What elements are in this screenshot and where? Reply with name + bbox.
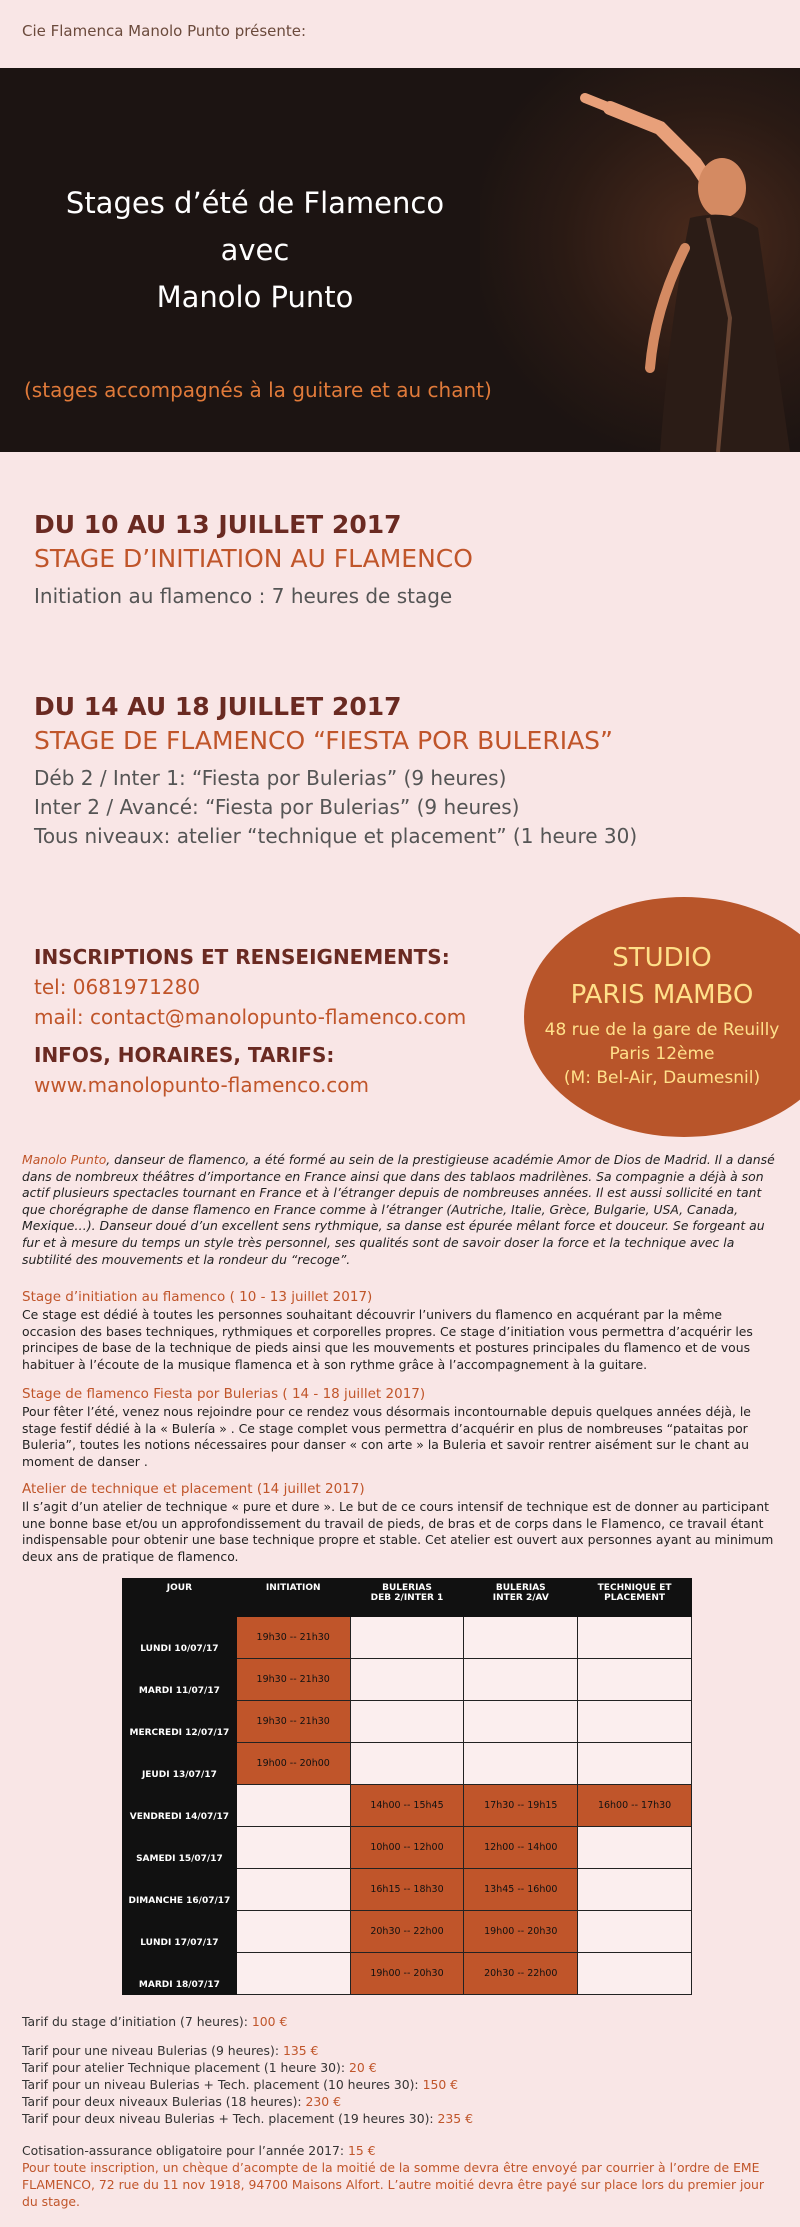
header-cell: INITIATION — [236, 1579, 350, 1617]
stage1-desc: Initiation au flamenco : 7 heures de stage — [34, 584, 453, 608]
studio-name: PARIS MAMBO — [570, 980, 754, 1010]
schedule-empty-cell — [578, 1827, 692, 1869]
tarif-label: Tarif pour deux niveau Bulerias + Tech. placement (19 heures 30): — [22, 2111, 438, 2126]
hero-title-line: avec — [220, 233, 290, 267]
schedule-time-cell: 20h30 -- 22h00 — [350, 1911, 464, 1953]
schedule-time-cell: 16h00 -- 17h30 — [578, 1785, 692, 1827]
schedule-row — [123, 1827, 692, 1869]
section-technique-text: Il s’agit d’un atelier de technique « pure et dure ». Le but de ce cours intensif de technique est de donner au participant une bonne base et/ou un approfondissement du travail de pieds, de bras et de corps dans le Flamenco, ce travail étant indispensable pour obtenir une base technique propre et stable. Cet atelier est ouvert aux personnes ayant au minimum deux ans de pratique de flamenco. — [22, 1499, 774, 1564]
bio-name: Manolo Punto — [22, 1152, 107, 1167]
header-cell: BULERIAS DEB 2/INTER 1 — [350, 1579, 464, 1617]
cotisation-value: 15 € — [347, 2143, 376, 2158]
bio-paragraph — [22, 1152, 780, 1268]
schedule-row — [123, 1743, 692, 1785]
schedule-time-cell: 16h15 -- 18h30 — [350, 1869, 464, 1911]
stage1-title: STAGE D’INITIATION AU FLAMENCO — [34, 544, 473, 573]
section-bulerias — [22, 1385, 780, 1470]
schedule-row — [123, 1869, 692, 1911]
stage1-block — [34, 508, 473, 611]
schedule-time-cell: 10h00 -- 12h00 — [350, 1827, 464, 1869]
website-link[interactable]: www.manolopunto-flamenco.com — [34, 1073, 370, 1097]
inscriptions-block — [34, 942, 466, 1100]
section-initiation-text: Ce stage est dédié à toutes les personnes souhaitant découvrir l’univers du flamenco en acquérant par la même occasion des bases techniques, rythmiques et corporelles propres. Ce stage d’initiation vous permettra d’acquérir les principes de base de la technique de pieds ainsi que les mouvements et postures principales du flamenco et de vous habituer à l’écoute de la musique flamenca et à son rythme grâce à l’accompagnement à la guitare. — [22, 1307, 753, 1372]
studio-metro: (M: Bel-Air, Daumesnil) — [563, 1068, 761, 1088]
schedule-empty-cell — [464, 1743, 578, 1785]
header-cell: BULERIAS INTER 2/AV — [464, 1579, 578, 1617]
schedule-table — [122, 1578, 692, 1995]
tarif-label: Tarif du stage d’initiation (7 heures): — [22, 2014, 252, 2029]
schedule-empty-cell — [578, 1743, 692, 1785]
tarif-value: 100 € — [251, 2014, 288, 2029]
hero-banner — [0, 68, 800, 452]
section-technique-title: Atelier de technique et placement (14 juillet 2017) — [22, 1481, 365, 1497]
schedule-day-cell: LUNDI 10/07/17 — [123, 1617, 237, 1659]
phone-link[interactable]: tel: 0681971280 — [34, 975, 201, 999]
schedule-day-cell: JEUDI 13/07/17 — [123, 1743, 237, 1785]
schedule-time-cell: 12h00 -- 14h00 — [464, 1827, 578, 1869]
schedule-row — [123, 1617, 692, 1659]
payment-note: Pour toute inscription, un chèque d’acompte de la moitié de la somme devra être envoyé par courrier à l’ordre de EME FLAMENCO, 72 rue du 11 nov 1918, 94700 Maisons Alfort. L’autre moitié devra être payé sur place lors du premier jour du stage. — [22, 2160, 764, 2209]
schedule-empty-cell — [350, 1617, 464, 1659]
schedule-empty-cell — [464, 1659, 578, 1701]
schedule-time-cell: 17h30 -- 19h15 — [464, 1785, 578, 1827]
header-cell: TECHNIQUE ET PLACEMENT — [578, 1579, 692, 1617]
schedule-day-cell: VENDREDI 14/07/17 — [123, 1785, 237, 1827]
schedule-time-cell: 19h30 -- 21h30 — [236, 1659, 350, 1701]
schedule-empty-cell — [464, 1701, 578, 1743]
tarif-label: Tarif pour un niveau Bulerias + Tech. placement (10 heures 30): — [22, 2077, 423, 2092]
tarif-value: 235 € — [437, 2111, 474, 2126]
tarif-line — [22, 2076, 782, 2093]
tarif-value: 20 € — [348, 2060, 377, 2075]
studio-city: Paris 12ème — [609, 1044, 715, 1064]
dancer-photo — [490, 68, 790, 452]
stage2-title: STAGE DE FLAMENCO “FIESTA POR BULERIAS” — [34, 726, 613, 755]
stage2-desc-line: Déb 2 / Inter 1: “Fiesta por Bulerias” (9 heures) — [34, 766, 507, 790]
schedule-time-cell: 19h30 -- 21h30 — [236, 1701, 350, 1743]
header-cell: JOUR — [123, 1579, 237, 1617]
schedule-empty-cell — [350, 1659, 464, 1701]
schedule-empty-cell — [236, 1953, 350, 1995]
cotisation-block — [22, 2142, 782, 2210]
tarif-line — [22, 2110, 782, 2127]
studio-info — [524, 940, 800, 1090]
schedule-row — [123, 1953, 692, 1995]
schedule-empty-cell — [578, 1617, 692, 1659]
schedule-empty-cell — [350, 1743, 464, 1785]
schedule-time-cell: 19h00 -- 20h30 — [350, 1953, 464, 1995]
schedule-time-cell: 13h45 -- 16h00 — [464, 1869, 578, 1911]
schedule-row — [123, 1785, 692, 1827]
schedule-time-cell: 19h00 -- 20h00 — [236, 1743, 350, 1785]
inscriptions-heading: INSCRIPTIONS ET RENSEIGNEMENTS: — [34, 945, 450, 969]
schedule-day-cell: SAMEDI 15/07/17 — [123, 1827, 237, 1869]
section-technique — [22, 1480, 780, 1565]
tarif-label: Tarif pour une niveau Bulerias (9 heures): — [22, 2043, 283, 2058]
tarif-line — [22, 2042, 782, 2059]
hero-title-line: Manolo Punto — [156, 280, 354, 314]
section-bulerias-title: Stage de flamenco Fiesta por Bulerias ( 14 - 18 juillet 2017) — [22, 1386, 426, 1402]
schedule-day-cell: LUNDI 17/07/17 — [123, 1911, 237, 1953]
schedule-time-cell: 20h30 -- 22h00 — [464, 1953, 578, 1995]
presenter-text: Cie Flamenca Manolo Punto présente: — [22, 22, 307, 40]
hero-title-line: Stages d’été de Flamenco — [65, 186, 445, 220]
schedule-time-cell: 14h00 -- 15h45 — [350, 1785, 464, 1827]
tarif-line — [22, 2093, 782, 2110]
schedule-row — [123, 1911, 692, 1953]
email-link[interactable]: mail: contact@manolopunto-flamenco.com — [34, 1005, 467, 1029]
schedule-time-cell: 19h00 -- 20h30 — [464, 1911, 578, 1953]
schedule-empty-cell — [350, 1701, 464, 1743]
schedule-row — [123, 1701, 692, 1743]
schedule-empty-cell — [578, 1911, 692, 1953]
cotisation-line — [22, 2142, 782, 2159]
stage1-date: DU 10 AU 13 JUILLET 2017 — [34, 510, 402, 539]
schedule-empty-cell — [236, 1869, 350, 1911]
schedule-time-cell: 19h30 -- 21h30 — [236, 1617, 350, 1659]
schedule-empty-cell — [578, 1659, 692, 1701]
hero-subtitle: (stages accompagnés à la guitare et au chant) — [24, 378, 492, 402]
section-initiation-title: Stage d’initiation au flamenco ( 10 - 13 juillet 2017) — [22, 1289, 373, 1305]
schedule-header-row — [123, 1579, 692, 1617]
stage2-block — [34, 690, 637, 851]
schedule-empty-cell — [578, 1953, 692, 1995]
schedule-empty-cell — [578, 1869, 692, 1911]
schedule-empty-cell — [236, 1785, 350, 1827]
schedule-empty-cell — [236, 1827, 350, 1869]
schedule-empty-cell — [578, 1701, 692, 1743]
schedule-row — [123, 1659, 692, 1701]
section-initiation — [22, 1288, 780, 1373]
schedule-empty-cell — [464, 1617, 578, 1659]
hero-title — [20, 180, 490, 321]
tarif-label: Tarif pour deux niveaux Bulerias (18 heures): — [22, 2094, 306, 2109]
bio-text: , danseur de flamenco, a été formé au sein de la prestigieuse académie Amor de Dios de Madrid. Il a dansé dans de nombreux théâtres d’importance en France ainsi que dans des tablaos madrilènes. Sa compagnie a déjà à son actif plusieurs spectacles tournant en France et à l’étranger depuis de nombreuses années. Il est aussi sollicité en tant que chorégraphe de danse flamenco en France comme à l’étranger (Autriche, Italie, Grèce, Bulgarie, USA, Canada, Mexique…). Danseur doué d’un excellent sens rythmique, sa danse est épurée mêlant force et douceur. Se forgeant au fur et à mesure du temps un style très personnel, ses qualités sont de savoir doser la force et la technique avec la subtilité des mouvements et la rondeur du “recoge”. — [22, 1152, 775, 1267]
stage2-desc-line: Inter 2 / Avancé: “Fiesta por Bulerias” (9 heures) — [34, 795, 520, 819]
tarif-list — [22, 2042, 782, 2127]
schedule-body — [123, 1617, 692, 1995]
schedule-day-cell: MARDI 18/07/17 — [123, 1953, 237, 1995]
cotisation-label: Cotisation-assurance obligatoire pour l’année 2017: — [22, 2143, 348, 2158]
tarif-value: 150 € — [422, 2077, 459, 2092]
studio-name: STUDIO — [612, 943, 712, 973]
schedule-day-cell: DIMANCHE 16/07/17 — [123, 1869, 237, 1911]
section-bulerias-text: Pour fêter l’été, venez nous rejoindre pour ce rendez vous désormais incontournable depuis quelques années déjà, le stage festif dédié à la « Bulería » . Ce stage complet vous permettra d’acquérir en plus de nombreuses “pataitas por Buleria”, toutes les notions nécessaires pour danser « con arte » la Buleria et savoir rentrer aisément sur le chant au moment de danser . — [22, 1404, 751, 1469]
schedule-day-cell: MERCREDI 12/07/17 — [123, 1701, 237, 1743]
tarif-value: 230 € — [305, 2094, 342, 2109]
tarif-initiation — [22, 2013, 782, 2030]
stage2-date: DU 14 AU 18 JUILLET 2017 — [34, 692, 402, 721]
tarif-value: 135 € — [282, 2043, 319, 2058]
schedule-empty-cell — [236, 1911, 350, 1953]
infos-heading: INFOS, HORAIRES, TARIFS: — [34, 1043, 335, 1067]
studio-address: 48 rue de la gare de Reuilly — [544, 1020, 780, 1040]
tarif-line — [22, 2059, 782, 2076]
stage2-desc-line: Tous niveaux: atelier “technique et placement” (1 heure 30) — [34, 824, 638, 848]
tarif-label: Tarif pour atelier Technique placement (1 heure 30): — [22, 2060, 349, 2075]
schedule-day-cell: MARDI 11/07/17 — [123, 1659, 237, 1701]
